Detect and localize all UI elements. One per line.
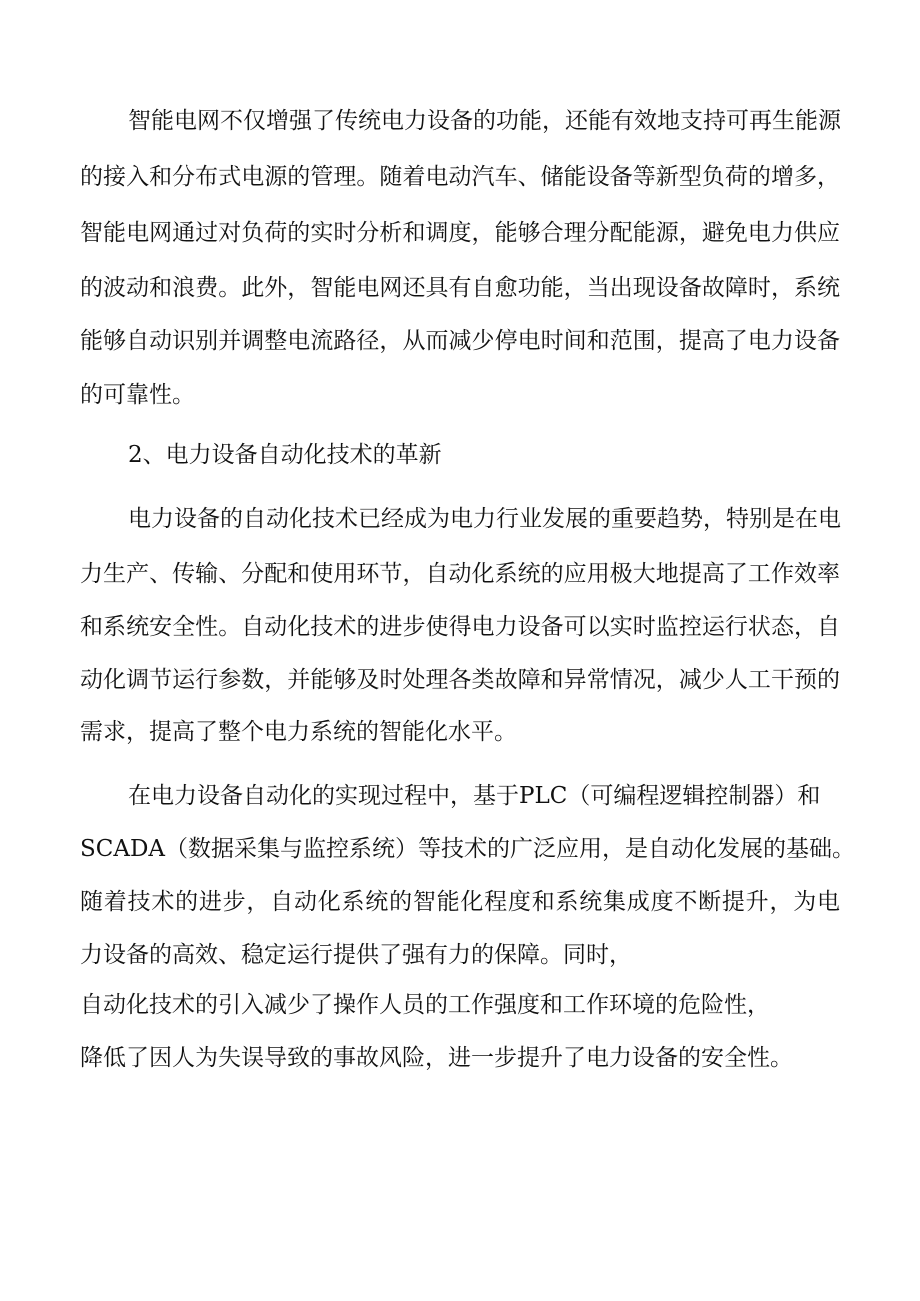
paragraph-3-line-3: 随着技术的进步，自动化系统的智能化程度和系统集成度不断提升，为电	[80, 889, 840, 915]
paragraph-1-line-1: 智能电网不仅增强了传统电力设备的功能，还能有效地支持可再生能源	[128, 108, 841, 134]
paragraph-1-line-5: 能够自动识别并调整电流路径，从而减少停电时间和范围，提高了电力设备	[80, 328, 840, 354]
paragraph-2-line-4: 动化调节运行参数，并能够及时处理各类故障和异常情况，减少人工干预的	[80, 667, 840, 693]
paragraph-2-line-1: 电力设备的自动化技术已经成为电力行业发展的重要趋势，特别是在电	[128, 506, 841, 532]
paragraph-1-line-3: 智能电网通过对负荷的实时分析和调度，能够合理分配能源，避免电力供应	[80, 220, 840, 246]
paragraph-1-line-6: 的可靠性。	[80, 382, 195, 408]
paragraph-2-line-2: 力生产、传输、分配和使用环节，自动化系统的应用极大地提高了工作效率	[80, 561, 840, 587]
paragraph-3-line-1: 在电力设备自动化的实现过程中，基于PLC（可编程逻辑控制器）和	[128, 783, 821, 809]
paragraph-1-line-2: 的接入和分布式电源的管理。随着电动汽车、储能设备等新型负荷的增多，	[80, 164, 840, 190]
paragraph-1-line-4: 的波动和浪费。此外，智能电网还具有自愈功能，当出现设备故障时，系统	[80, 275, 840, 301]
paragraph-2-line-3: 和系统安全性。自动化技术的进步使得电力设备可以实时监控运行状态，自	[80, 614, 840, 640]
paragraph-3-line-4: 力设备的高效、稳定运行提供了强有力的保障。同时，	[80, 942, 632, 968]
paragraph-3-line-2: SCADA（数据采集与监控系统）等技术的广泛应用，是自动化发展的基础。	[80, 836, 856, 862]
paragraph-2-line-5: 需求，提高了整个电力系统的智能化水平。	[80, 719, 517, 745]
paragraph-3-line-5: 自动化技术的引入减少了操作人员的工作强度和工作环境的危险性，	[80, 992, 770, 1018]
section-heading: 2、电力设备自动化技术的革新	[128, 442, 442, 468]
paragraph-3-line-6: 降低了因人为失误导致的事故风险，进一步提升了电力设备的安全性。	[80, 1045, 793, 1071]
